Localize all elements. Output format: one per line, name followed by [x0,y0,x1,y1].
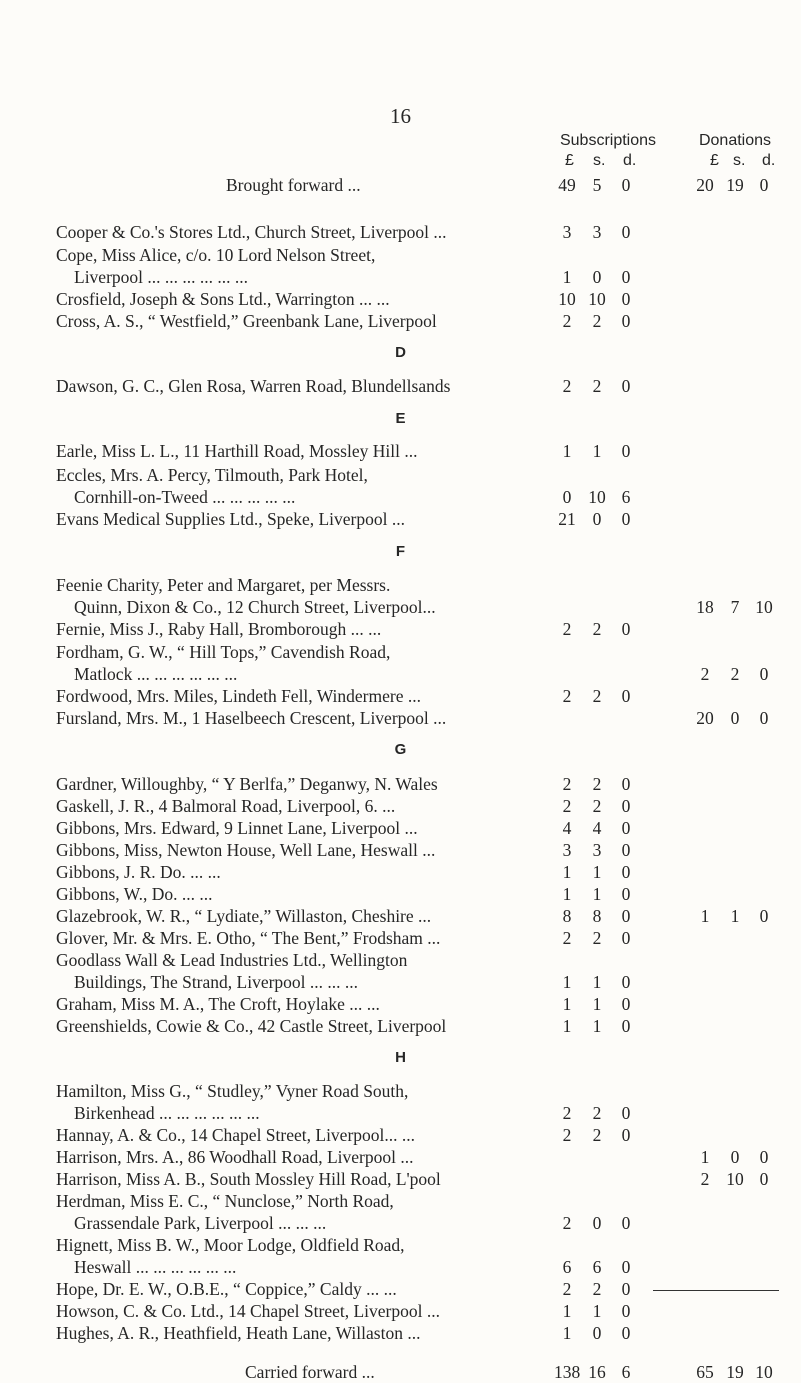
ledger-row [0,905,801,927]
donation-shillings: 2 [730,664,740,684]
ledger-row [0,883,801,905]
entry-name: Hannay, A. & Co., 14 Chapel Street, Liverpool... ... [56,1125,416,1145]
subscription-pounds: 2 [562,1103,572,1123]
subscription-shillings: 1 [592,441,602,461]
ledger-row [0,839,801,861]
donation-pence: 0 [759,1147,769,1167]
subscription-pounds: 1 [562,862,572,882]
subscription-pence: 0 [621,796,631,816]
ledger-row [0,288,801,310]
subscription-pounds: 10 [558,289,576,309]
donation-pence: 0 [759,1169,769,1189]
donation-pence: 0 [759,708,769,728]
ledger-row [0,1190,801,1212]
entry-name: Gaskell, J. R., 4 Balmoral Road, Liverpool, 6. ... [56,796,396,816]
subscription-pounds: 21 [558,509,576,529]
subscription-pence: 0 [621,818,631,838]
subscription-pence: 0 [621,175,631,195]
subscription-shillings: 2 [592,686,602,706]
subscription-pence: 0 [621,509,631,529]
subscription-pence: 0 [621,862,631,882]
ledger-row [0,221,801,243]
entry-name: Howson, C. & Co. Ltd., 14 Chapel Street, Liverpool ... [56,1301,440,1321]
ledger-row [0,1015,801,1037]
subscription-shillings: 6 [592,1257,602,1277]
entry-name: Evans Medical Supplies Ltd., Speke, Liverpool ... [56,509,405,529]
entry-name: Birkenhead ... ... ... ... ... ... [74,1103,260,1123]
subscription-pence: 0 [621,774,631,794]
entry-name: Buildings, The Strand, Liverpool ... ... ... [74,972,359,992]
ledger-row [0,375,801,397]
entry-name: Gibbons, W., Do. ... ... [56,884,213,904]
donation-pence: 0 [759,175,769,195]
ledger-row [0,266,801,288]
subscription-shillings: 8 [592,906,602,926]
subscription-pence: 0 [621,1323,631,1343]
donation-pence: 0 [759,664,769,684]
entry-name: Gibbons, Miss, Newton House, Well Lane, Heswall ... [56,840,436,860]
ledger-row [0,773,801,795]
entry-name: Fernie, Miss J., Raby Hall, Bromborough ... ... [56,619,382,639]
subscription-pounds: 3 [562,222,572,242]
entry-name: Carried forward ... [245,1362,375,1382]
section-letter: E [395,410,406,427]
ledger-row [0,1278,801,1300]
entry-name: Greenshields, Cowie & Co., 42 Castle Street, Liverpool [56,1016,447,1036]
ledger-row [0,310,801,332]
subscription-pence: 0 [621,906,631,926]
subscription-pence: 0 [621,619,631,639]
subscription-pence: 0 [621,1279,631,1299]
entry-name: Feenie Charity, Peter and Margaret, per Messrs. [56,575,391,595]
subscription-shillings: 0 [592,1323,602,1343]
don-shillings-unit: s. [733,152,746,169]
subscription-shillings: 1 [592,972,602,992]
subscription-pounds: 2 [562,686,572,706]
donation-pence: 10 [755,1362,773,1382]
section-letter: H [395,1049,406,1066]
donation-pounds: 2 [700,664,710,684]
subscription-shillings: 2 [592,1103,602,1123]
ledger-row [0,949,801,971]
subscription-shillings: 2 [592,1279,602,1299]
subscription-pence: 0 [621,222,631,242]
ledger-row [0,244,801,266]
ledger-row [0,971,801,993]
donation-pounds: 20 [696,708,714,728]
subscription-pounds: 6 [562,1257,572,1277]
subscription-pence: 0 [621,972,631,992]
ledger-row [0,1322,801,1344]
entry-name: Liverpool ... ... ... ... ... ... [74,267,249,287]
subscription-pounds: 1 [562,267,572,287]
don-pounds-unit: £ [710,152,719,169]
entry-name: Grassendale Park, Liverpool ... ... ... [74,1213,327,1233]
entry-name: Harrison, Miss A. B., South Mossley Hill Road, L'pool [56,1169,441,1189]
subscription-pounds: 49 [558,175,576,195]
subscription-pounds: 1 [562,1301,572,1321]
entry-name: Quinn, Dixon & Co., 12 Church Street, Liverpool... [74,597,436,617]
ledger-row [0,685,801,707]
subscription-pence: 0 [621,1125,631,1145]
entry-name: Cornhill-on-Tweed ... ... ... ... ... [74,487,296,507]
ledger-row [0,1300,801,1322]
subscription-pounds: 2 [562,619,572,639]
subscription-shillings: 1 [592,1301,602,1321]
subscription-pounds: 1 [562,884,572,904]
entry-name: Gibbons, J. R. Do. ... ... [56,862,221,882]
subscription-pence: 0 [621,1301,631,1321]
ledger-row [0,707,801,729]
subscription-pence: 0 [621,289,631,309]
subscription-shillings: 0 [592,509,602,529]
donations-header: Donations [698,132,772,149]
donation-shillings: 1 [730,906,740,926]
ledger-row [0,618,801,640]
sub-shillings-unit: s. [593,152,606,169]
subscription-pounds: 0 [562,487,572,507]
subscription-shillings: 4 [592,818,602,838]
ledger-row [0,174,801,196]
entry-name: Hignett, Miss B. W., Moor Lodge, Oldfield Road, [56,1235,405,1255]
subscription-pence: 6 [621,487,631,507]
subscription-pounds: 2 [562,1213,572,1233]
subscription-pounds: 2 [562,1279,572,1299]
donation-pence: 0 [759,906,769,926]
ledger-row [0,574,801,596]
subscription-pence: 0 [621,1213,631,1233]
donation-pounds: 1 [700,1147,710,1167]
donation-shillings: 19 [726,1362,744,1382]
subscription-shillings: 1 [592,994,602,1014]
subscription-pence: 0 [621,840,631,860]
ledger-row [0,1168,801,1190]
ledger-row [0,508,801,530]
donation-shillings: 10 [726,1169,744,1189]
ledger-row [0,1212,801,1234]
subscription-pounds: 2 [562,796,572,816]
subscription-pence: 0 [621,1016,631,1036]
subscription-shillings: 2 [592,311,602,331]
subscription-pence: 0 [621,441,631,461]
subscription-shillings: 1 [592,884,602,904]
donation-pounds: 20 [696,175,714,195]
entry-name: Matlock ... ... ... ... ... ... [74,664,238,684]
entry-name: Heswall ... ... ... ... ... ... [74,1257,237,1277]
donation-pounds: 65 [696,1362,714,1382]
entry-name: Earle, Miss L. L., 11 Harthill Road, Mossley Hill ... [56,441,418,461]
subscription-shillings: 2 [592,928,602,948]
ledger-row [0,440,801,462]
entry-name: Fordwood, Mrs. Miles, Lindeth Fell, Windermere ... [56,686,421,706]
subscription-pence: 0 [621,994,631,1014]
entry-name: Cross, A. S., “ Westfield,” Greenbank Lane, Liverpool [56,311,437,331]
ledger-row [0,1080,801,1102]
subscription-pounds: 138 [554,1362,581,1382]
don-pence-unit: d. [762,152,776,169]
ledger-row [0,1102,801,1124]
ledger-row [0,663,801,685]
subscription-pounds: 2 [562,311,572,331]
ledger-row [0,596,801,618]
subscription-pounds: 2 [562,774,572,794]
donation-pounds: 18 [696,597,714,617]
entry-name: Glazebrook, W. R., “ Lydiate,” Willaston, Cheshire ... [56,906,432,926]
ledger-row [0,861,801,883]
subscription-pounds: 1 [562,972,572,992]
entry-name: Crosfield, Joseph & Sons Ltd., Warrington ... ... [56,289,390,309]
entry-name: Gardner, Willoughby, “ Y Berlfa,” Deganwy, N. Wales [56,774,438,794]
subscription-pounds: 3 [562,840,572,860]
subscription-shillings: 0 [592,267,602,287]
subscription-shillings: 2 [592,1125,602,1145]
entry-name: Eccles, Mrs. A. Percy, Tilmouth, Park Hotel, [56,465,368,485]
entry-name: Herdman, Miss E. C., “ Nunclose,” North Road, [56,1191,394,1211]
donation-shillings: 0 [730,708,740,728]
donation-shillings: 7 [730,597,740,617]
entry-name: Fordham, G. W., “ Hill Tops,” Cavendish Road, [56,642,391,662]
ledger-row [0,486,801,508]
subscription-pence: 0 [621,1257,631,1277]
entry-name: Dawson, G. C., Glen Rosa, Warren Road, Blundellsands [56,376,451,396]
ledger-row [0,1146,801,1168]
subscription-pounds: 8 [562,906,572,926]
section-letter: D [395,344,406,361]
sub-pounds-unit: £ [565,152,574,169]
ledger-row [0,1361,801,1383]
subscription-pence: 6 [621,1362,631,1382]
ledger-row [0,1234,801,1256]
subscription-shillings: 1 [592,1016,602,1036]
donations-total-rule [653,1290,779,1291]
entry-name: Glover, Mr. & Mrs. E. Otho, “ The Bent,” Frodsham ... [56,928,441,948]
ledger-row [0,641,801,663]
entry-name: Hamilton, Miss G., “ Studley,” Vyner Road South, [56,1081,409,1101]
subscription-pence: 0 [621,311,631,331]
ledger-row [0,464,801,486]
subscription-shillings: 1 [592,862,602,882]
subscription-shillings: 3 [592,840,602,860]
subscriptions-header: Subscriptions [559,132,657,149]
subscription-shillings: 10 [588,487,606,507]
donation-shillings: 0 [730,1147,740,1167]
ledger-row [0,993,801,1015]
subscription-pence: 0 [621,1103,631,1123]
subscription-pence: 0 [621,376,631,396]
subscription-pence: 0 [621,686,631,706]
subscription-shillings: 16 [588,1362,606,1382]
ledger-row [0,1256,801,1278]
ledger-row [0,927,801,949]
subscription-pounds: 4 [562,818,572,838]
entry-name: Harrison, Mrs. A., 86 Woodhall Road, Liverpool ... [56,1147,414,1167]
subscription-shillings: 2 [592,796,602,816]
entry-name: Hope, Dr. E. W., O.B.E., “ Coppice,” Caldy ... ... [56,1279,397,1299]
subscription-pounds: 1 [562,1323,572,1343]
subscription-pence: 0 [621,928,631,948]
entry-name: Cooper & Co.'s Stores Ltd., Church Street, Liverpool ... [56,222,447,242]
donation-pounds: 2 [700,1169,710,1189]
entry-name: Graham, Miss M. A., The Croft, Hoylake ... ... [56,994,380,1014]
subscription-shillings: 5 [592,175,602,195]
entry-name: Fursland, Mrs. M., 1 Haselbeech Crescent, Liverpool ... [56,708,447,728]
subscription-pounds: 1 [562,994,572,1014]
donation-shillings: 19 [726,175,744,195]
section-letter: F [395,543,406,560]
ledger-row [0,795,801,817]
subscription-shillings: 10 [588,289,606,309]
subscription-shillings: 2 [592,376,602,396]
donation-pence: 10 [755,597,773,617]
subscription-shillings: 2 [592,774,602,794]
section-letter: G [394,741,407,758]
subscription-pounds: 1 [562,1016,572,1036]
subscription-pounds: 2 [562,928,572,948]
entry-name: Gibbons, Mrs. Edward, 9 Linnet Lane, Liverpool ... [56,818,418,838]
subscription-pence: 0 [621,267,631,287]
ledger-row [0,817,801,839]
ledger-row [0,1124,801,1146]
donation-pounds: 1 [700,906,710,926]
subscription-shillings: 2 [592,619,602,639]
subscription-pence: 0 [621,884,631,904]
subscription-shillings: 0 [592,1213,602,1233]
entry-name: Cope, Miss Alice, c/o. 10 Lord Nelson Street, [56,245,376,265]
entry-name: Brought forward ... [226,175,361,195]
page-number: 16 [390,104,411,128]
entry-name: Goodlass Wall & Lead Industries Ltd., Wellington [56,950,408,970]
entry-name: Hughes, A. R., Heathfield, Heath Lane, Willaston ... [56,1323,421,1343]
subscription-pounds: 1 [562,441,572,461]
subscription-pounds: 2 [562,1125,572,1145]
subscription-shillings: 3 [592,222,602,242]
sub-pence-unit: d. [623,152,637,169]
subscription-pounds: 2 [562,376,572,396]
